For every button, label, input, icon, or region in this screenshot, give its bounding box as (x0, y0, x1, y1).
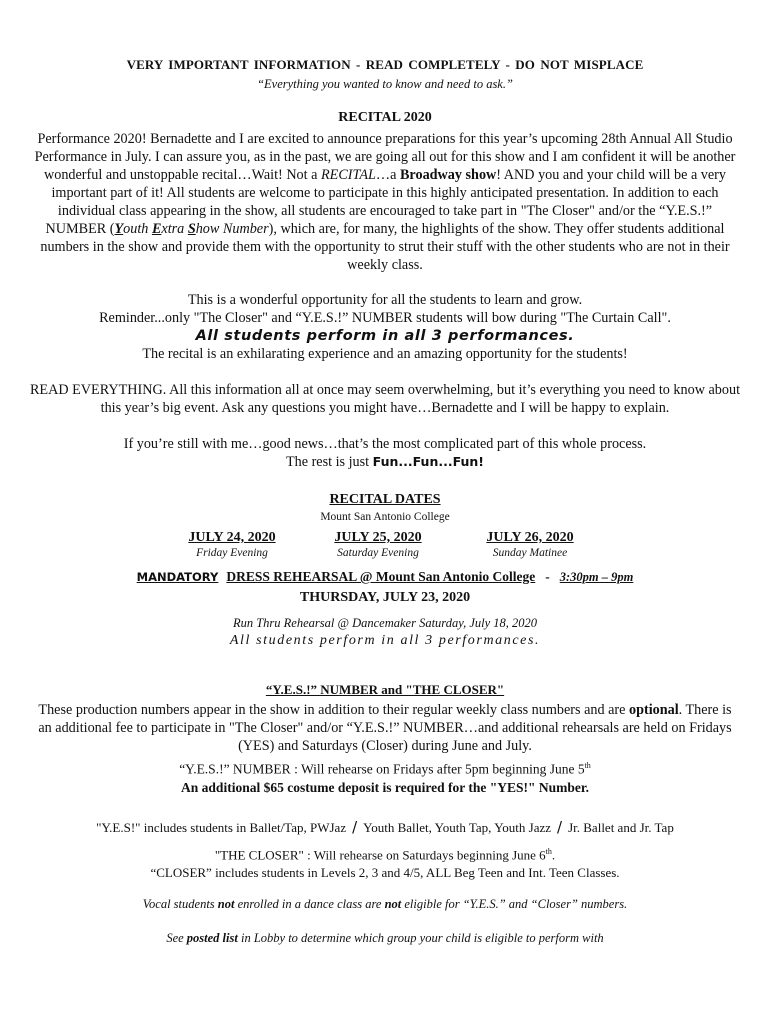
date-value: JULY 25, 2020 (334, 530, 422, 545)
read-everything-paragraph: READ EVERYTHING. All this information all at once may seem overwhelming, but it’s everything you need to know about this year’s big event. Ask any questions you might have…Bernadette and I will be happy to explain. (29, 382, 741, 416)
yes-includes-line (0, 818, 770, 836)
closer-rehearse-end: . (551, 847, 556, 863)
slash-separator: / (557, 818, 563, 836)
rest-is-just: The rest is just (285, 454, 373, 470)
yes-includes-1: "Y.E.S!" includes students in Ballet/Tap, PWJaz (96, 820, 347, 835)
vocal-not-2: not (384, 897, 402, 911)
yes-deposit-end: . (585, 780, 589, 795)
header-subtitle: “Everything you wanted to know and need to ask.” (257, 77, 513, 91)
closer-includes-line: “CLOSER” includes students in Levels 2, 3 and 4/5, ALL Beg Teen and Int. Teen Classes. (150, 865, 620, 880)
see-text: See (166, 931, 187, 945)
reminder-block (20, 291, 750, 363)
fun-line (20, 453, 750, 471)
yes-rehearse-sup: th (584, 761, 591, 770)
vocal-students-note (0, 897, 770, 912)
yes-deposit-text: An additional $65 costume deposit is required for the "YES!" Number (181, 780, 586, 795)
yes-deposit-line (0, 780, 770, 796)
rehearsal-dash: - (545, 569, 550, 584)
intro-text-4: ), which are, for many, the highlights of the show. They offer students additional numbers in the show and provide them with the opportunity to strut their stuff with the other students who are not in their weekly class. (40, 221, 730, 273)
yes-y: Y (114, 221, 124, 237)
intro-text-2: …a (375, 167, 400, 183)
yes-body-2: . There is an additional fee to participate in "The Closer" and/or “Y.E.S.!” NUMBER…and additional rehearsals are held on Fridays (YES) and Saturdays (Closer) during June and July. (38, 702, 732, 754)
yes-e: E (151, 221, 162, 237)
recital-intro-paragraph (30, 130, 740, 274)
date-label: Sunday Matinee (492, 547, 568, 559)
date-value: JULY 26, 2020 (486, 530, 574, 545)
yes-includes-2: Youth Ballet, Youth Tap, Youth Jazz (363, 820, 552, 835)
header-title: VERY IMPORTANT INFORMATION - READ COMPLETELY - DO NOT MISPLACE (126, 57, 644, 72)
posted-list-word: posted list (186, 931, 238, 945)
all-perform-bold: All students perform in all 3 performances. (195, 328, 575, 344)
date-label: Saturday Evening (337, 547, 419, 559)
yes-body-1: These production numbers appear in the show in addition to their regular weekly class numbers and are (38, 702, 629, 718)
vocal-text-1: Vocal students (142, 897, 218, 911)
posted-list-note (0, 931, 770, 946)
yes-rehearse-text: “Y.E.S.!” NUMBER : Will rehearse on Fridays after 5pm beginning June 5 (179, 761, 585, 777)
fun-text: Fun...Fun...Fun! (372, 454, 485, 469)
yes-xtra: xtra (161, 221, 188, 237)
date-value: JULY 24, 2020 (188, 530, 276, 545)
dress-rehearsal-text: DRESS REHEARSAL @ Mount San Antonio College (226, 569, 536, 584)
vocal-not-1: not (217, 897, 235, 911)
all-perform-italic: All students perform in all 3 performances. (229, 633, 541, 648)
rehearsal-date: THURSDAY, JULY 23, 2020 (299, 590, 471, 605)
see-rest-text: in Lobby to determine which group your child is eligible to perform with (237, 931, 604, 945)
recital-dates-location: Mount San Antonio College (320, 511, 450, 523)
yes-how-number: how Number (195, 221, 269, 237)
mandatory-label: MANDATORY (136, 570, 219, 584)
yes-closer-title: “Y.E.S.!” NUMBER and "THE CLOSER" (265, 682, 505, 697)
date-label: Friday Evening (196, 547, 268, 559)
dress-rehearsal-line (0, 569, 770, 585)
intro-broadway: Broadway show (399, 167, 497, 183)
exhilarating-line: The recital is an exhilarating experience and an amazing opportunity for the students! (142, 346, 628, 362)
intro-recital-word: RECITAL (321, 167, 376, 183)
yes-rehearsal-line (0, 761, 770, 778)
closer-rehearse-text: "THE CLOSER" : Will rehearse on Saturdays beginning June 6 (214, 847, 546, 863)
yes-outh: outh (123, 221, 152, 237)
still-with-me-line: If you’re still with me…good news…that’s the most complicated part of this whole process. (123, 436, 647, 452)
vocal-text-3: eligible for “Y.E.S.” and “Closer” numbers. (401, 897, 628, 911)
intro-text-1: Performance 2020! Bernadette and I are excited to announce preparations for this year’s upcoming 28th Annual All Studio Performance in July. I can assure you, as in the past, we are going all out for this show and I am confident it will be another wonderful and unstoppable recital…Wait! Not a (34, 131, 736, 183)
wonderful-line: This is a wonderful opportunity for all the students to learn and grow. (187, 292, 583, 308)
yes-includes-3: Jr. Ballet and Jr. Tap (568, 820, 674, 835)
intro-text-3: ! AND you and your child will be a very important part of it! All students are welcome to participate in this highly anticipated presentation. In addition to each individual class appearing in the show, all students are encouraged to take part in "The Closer" and/or the “Y.E.S.!” NUMBER ( (45, 167, 727, 237)
still-with-me-block (20, 435, 750, 471)
rehearsal-times: 3:30pm – 9pm (559, 570, 634, 584)
optional-word: optional (628, 702, 679, 718)
reminder-line: Reminder...only "The Closer" and “Y.E.S.!” NUMBER students will bow during "The Curtain Call". (99, 310, 671, 326)
closer-rehearsal-line (0, 847, 770, 863)
closer-rehearse-sup: th (545, 847, 552, 856)
recital-title: RECITAL 2020 (338, 110, 432, 125)
yes-closer-paragraph (30, 701, 740, 755)
slash-separator: / (352, 818, 358, 836)
vocal-text-2: enrolled in a dance class are (234, 897, 385, 911)
date-item-sunday (440, 530, 620, 560)
recital-dates-title: RECITAL DATES (329, 492, 441, 507)
run-thru-rehearsal: Run Thru Rehearsal @ Dancemaker Saturday, July 18, 2020 (232, 616, 538, 630)
yes-s: S (187, 221, 196, 237)
